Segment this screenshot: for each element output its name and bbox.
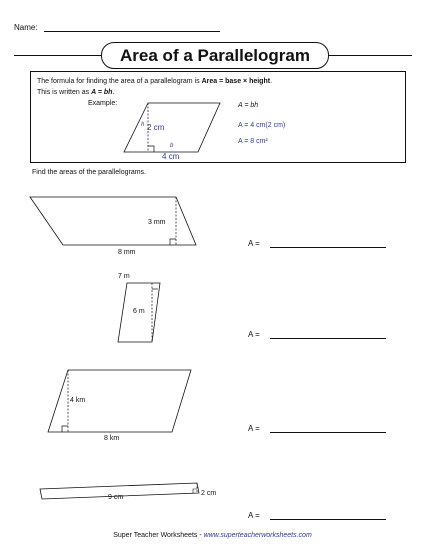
problem-1-answer-line[interactable] — [270, 247, 386, 248]
footer-text: Super Teacher Worksheets - — [113, 532, 204, 539]
problem-3-height-label: 4 km — [70, 397, 86, 404]
problem-2-answer-line[interactable] — [270, 338, 386, 339]
page-title: Area of a Parallelogram — [101, 42, 329, 69]
example-step-1: A = bh — [238, 102, 259, 109]
problem-1-parallelogram — [30, 197, 196, 245]
example-parallelogram — [124, 103, 220, 152]
name-label: Name: — [14, 23, 38, 32]
problem-3-answer-label: A = — [248, 424, 260, 433]
footer-link[interactable]: www.superteacherworksheets.com — [203, 532, 312, 539]
example-right-angle — [148, 146, 154, 152]
example-step-2: A = 4 cm(2 cm) — [238, 122, 286, 129]
example-height-label: 2 cm — [147, 123, 165, 132]
problem-4-height-label: 2 cm — [201, 490, 217, 497]
formula-written-line: This is written as A = bh. — [37, 89, 115, 96]
problem-1-right-angle — [170, 239, 176, 245]
problem-3-base-label: 8 km — [104, 435, 120, 442]
problem-2-base-label: 7 m — [118, 273, 130, 280]
example-height-var: h — [141, 122, 145, 128]
example-base-label: 4 cm — [162, 152, 180, 161]
problem-1-base-label: 8 mm — [118, 249, 136, 256]
instructions: Find the areas of the parallelograms. — [32, 169, 147, 176]
problem-1-answer-label: A = — [248, 239, 260, 248]
problem-4-right-angle — [193, 489, 197, 493]
problem-2-answer-label: A = — [248, 330, 260, 339]
formula-intro-line: The formula for finding the area of a parallelogram is Area = base × height. — [37, 78, 273, 85]
problem-2-height-label: 6 m — [133, 308, 145, 315]
problem-3-right-angle — [62, 426, 68, 432]
footer — [0, 531, 425, 540]
example-step-3: A = 8 cm² — [238, 138, 268, 145]
example-base-var: b — [170, 143, 174, 149]
problem-4-base-label: 9 cm — [108, 494, 124, 501]
problem-4-answer-label: A = — [248, 511, 260, 520]
problem-1-height-label: 3 mm — [148, 219, 166, 226]
problem-4-answer-line[interactable] — [270, 519, 386, 520]
example-label: Example: — [88, 100, 118, 107]
problem-3-answer-line[interactable] — [270, 432, 386, 433]
